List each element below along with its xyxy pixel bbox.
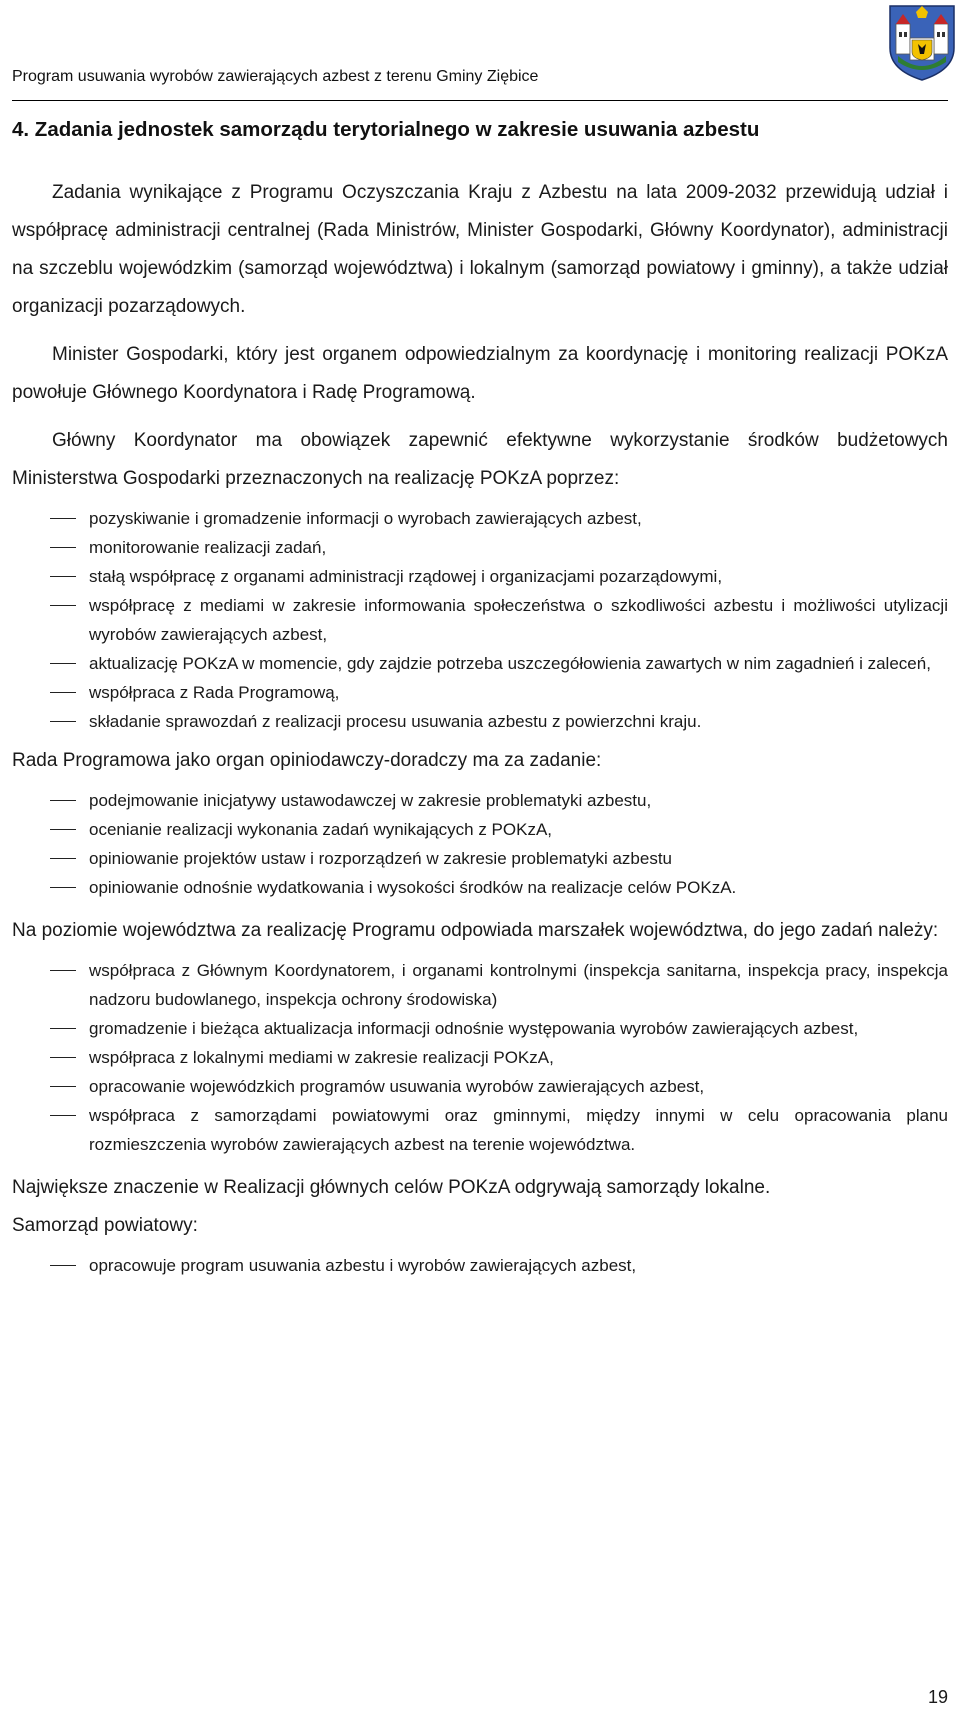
list-item: współpraca z samorządami powiatowymi oraz gminnymi, między innymi w celu opracowania planu rozmieszczenia wyrobów zawierających azbest na terenie województwa. — [12, 1101, 948, 1159]
paragraph-local-government: Największe znaczenie w Realizacji głównych celów POKzA odgrywają samorządy lokalne. — [12, 1177, 771, 1198]
list-item: stałą współpracę z organami administracji rządowej i organizacjami pozarządowymi, — [12, 562, 948, 591]
page-number: 19 — [927, 1687, 948, 1707]
paragraph-voivodeship: Na poziomie województwa za realizację Programu odpowiada marszałek województwa, do jego zadań należy: — [12, 920, 939, 941]
list-item: współpraca z Głównym Koordynatorem, i organami kontrolnymi (inspekcja sanitarna, inspekcja pracy, inspekcja nadzoru budowlanego, inspekcja ochrony środowiska) — [12, 956, 948, 1014]
list-item: składanie sprawozdań z realizacji procesu usuwania azbestu z powierzchni kraju. — [12, 707, 948, 736]
council-task-list — [12, 786, 948, 902]
paragraph-council: Rada Programowa jako organ opiniodawczy-doradczy ma za zadanie: — [12, 750, 602, 771]
list-item: współpraca z Rada Programową, — [12, 678, 948, 707]
voivodeship-task-list — [12, 956, 948, 1159]
list-item: opracowuje program usuwania azbestu i wyrobów zawierających azbest, — [12, 1251, 948, 1280]
main-content — [12, 118, 948, 1286]
header-rule — [12, 100, 948, 101]
coat-of-arms-icon — [888, 4, 956, 82]
paragraph-minister: Minister Gospodarki, który jest organem odpowiedzialnym za koordynację i monitoring realizacji POKzA powołuje Głównego Koordynatora i Radę Programową. — [12, 344, 948, 403]
list-item: opiniowanie projektów ustaw i rozporządzeń w zakresie problematyki azbestu — [12, 844, 948, 873]
list-item: współpraca z lokalnymi mediami w zakresie realizacji POKzA, — [12, 1043, 948, 1072]
list-item: gromadzenie i bieżąca aktualizacja informacji odnośnie występowania wyrobów zawierających azbest, — [12, 1014, 948, 1043]
county-task-list — [12, 1251, 948, 1280]
list-item: monitorowanie realizacji zadań, — [12, 533, 948, 562]
coordinator-task-list — [12, 504, 948, 736]
list-item: współpracę z mediami w zakresie informowania społeczeństwa o szkodliwości azbestu i możliwości utylizacji wyrobów zawierających azbest, — [12, 591, 948, 649]
list-item: opracowanie wojewódzkich programów usuwania wyrobów zawierających azbest, — [12, 1072, 948, 1101]
section-heading: 4. Zadania jednostek samorządu terytorialnego w zakresie usuwania azbestu — [12, 118, 760, 141]
paragraph-county-heading: Samorząd powiatowy: — [12, 1215, 198, 1236]
list-item: opiniowanie odnośnie wydatkowania i wysokości środków na realizacje celów POKzA. — [12, 873, 948, 902]
list-item: aktualizację POKzA w momencie, gdy zajdzie potrzeba uszczegółowienia zawartych w nim zagadnień i zaleceń, — [12, 649, 948, 678]
running-header-title: Program usuwania wyrobów zawierających azbest z terenu Gminy Ziębice — [12, 68, 539, 85]
list-item: podejmowanie inicjatywy ustawodawczej w zakresie problematyki azbestu, — [12, 786, 948, 815]
list-item: ocenianie realizacji wykonania zadań wynikających z POKzA, — [12, 815, 948, 844]
paragraph-coordinator: Główny Koordynator ma obowiązek zapewnić efektywne wykorzystanie środków budżetowych Ministerstwa Gospodarki przeznaczonych na realizację POKzA poprzez: — [12, 430, 948, 489]
list-item: pozyskiwanie i gromadzenie informacji o wyrobach zawierających azbest, — [12, 504, 948, 533]
paragraph-intro: Zadania wynikające z Programu Oczyszczania Kraju z Azbestu na lata 2009-2032 przewidują udział i współpracę administracji centralnej (Rada Ministrów, Minister Gospodarki, Główny Koordynator), administracji na szczeblu wojewódzkim (samorząd województwa) i lokalnym (samorząd powiatowy i gminny), a także udział organizacji pozarządowych. — [12, 182, 948, 317]
